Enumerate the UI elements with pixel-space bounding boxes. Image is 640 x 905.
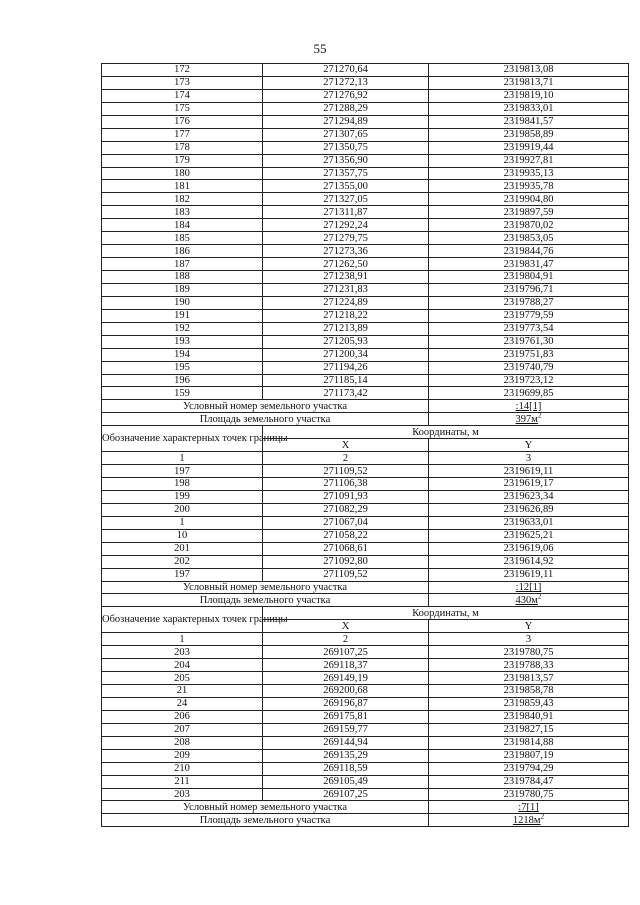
- x-coordinate-cell: 269144,94: [263, 736, 429, 749]
- parcel-area-value: [429, 594, 629, 607]
- y-coordinate-cell: 2319859,43: [429, 697, 629, 710]
- parcel-number-text: :12[1]: [515, 581, 542, 593]
- x-coordinate-cell: 271173,42: [263, 387, 429, 400]
- table-row: [102, 258, 629, 271]
- point-id-cell: 185: [102, 232, 263, 245]
- y-coordinate-cell: 2319904,80: [429, 193, 629, 206]
- point-id-cell: 198: [102, 478, 263, 491]
- x-coordinate-cell: 271311,87: [263, 206, 429, 219]
- x-coordinate-cell: 271272,13: [263, 76, 429, 89]
- x-coordinate-cell: 271213,89: [263, 322, 429, 335]
- x-coordinate-cell: 271292,24: [263, 219, 429, 232]
- y-coordinate-cell: 2319773,54: [429, 322, 629, 335]
- table-row: [102, 723, 629, 736]
- parcel-number-row: [102, 801, 629, 814]
- table-row: [102, 348, 629, 361]
- y-coordinate-cell: 2319788,27: [429, 296, 629, 309]
- point-id-cell: 202: [102, 555, 263, 568]
- y-coordinate-cell: 2319633,01: [429, 516, 629, 529]
- point-id-cell: 206: [102, 710, 263, 723]
- point-id-cell: 197: [102, 568, 263, 581]
- table-row: [102, 736, 629, 749]
- y-coordinate-cell: 2319723,12: [429, 374, 629, 387]
- x-coordinate-cell: 271200,34: [263, 348, 429, 361]
- x-coordinate-cell: 269107,25: [263, 788, 429, 801]
- y-coordinate-cell: 2319935,13: [429, 167, 629, 180]
- point-label-header: Обозначение характерных точек границы: [102, 607, 263, 633]
- parcel-area-value: [429, 814, 629, 827]
- x-column-header: X: [263, 620, 429, 633]
- x-coordinate-cell: 271218,22: [263, 309, 429, 322]
- y-coordinate-cell: 2319796,71: [429, 283, 629, 296]
- point-label-header: Обозначение характерных точек границы: [102, 426, 263, 452]
- point-id-cell: 177: [102, 128, 263, 141]
- table-row: [102, 76, 629, 89]
- point-id-cell: 180: [102, 167, 263, 180]
- coordinates-table: [101, 63, 629, 827]
- point-id-cell: 183: [102, 206, 263, 219]
- point-id-cell: 208: [102, 736, 263, 749]
- point-id-cell: 204: [102, 659, 263, 672]
- y-coordinate-cell: 2319807,19: [429, 749, 629, 762]
- y-coordinate-cell: 2319833,01: [429, 102, 629, 115]
- y-coordinate-cell: 2319813,57: [429, 672, 629, 685]
- x-coordinate-cell: 271224,89: [263, 296, 429, 309]
- point-id-cell: 196: [102, 374, 263, 387]
- parcel-area-text: 1218м: [512, 814, 541, 826]
- table-row: [102, 115, 629, 128]
- x-coordinate-cell: 271273,36: [263, 245, 429, 258]
- y-coordinate-cell: 2319841,57: [429, 115, 629, 128]
- table-row: [102, 335, 629, 348]
- x-coordinate-cell: 271109,52: [263, 568, 429, 581]
- column-number-2: 2: [263, 452, 429, 465]
- parcel-number-label: Условный номер земельного участка: [102, 581, 429, 594]
- y-coordinate-cell: 2319699,85: [429, 387, 629, 400]
- x-coordinate-cell: 271238,91: [263, 271, 429, 284]
- point-id-cell: 182: [102, 193, 263, 206]
- point-id-cell: 194: [102, 348, 263, 361]
- x-coordinate-cell: 271294,89: [263, 115, 429, 128]
- parcel-area-row: [102, 594, 629, 607]
- y-coordinate-cell: 2319619,11: [429, 568, 629, 581]
- y-coordinate-cell: 2319780,75: [429, 646, 629, 659]
- x-coordinate-cell: 271106,38: [263, 478, 429, 491]
- y-coordinate-cell: 2319788,33: [429, 659, 629, 672]
- table-row: [102, 154, 629, 167]
- table-row: [102, 361, 629, 374]
- x-coordinate-cell: 271357,75: [263, 167, 429, 180]
- table-row: [102, 659, 629, 672]
- point-id-cell: 199: [102, 490, 263, 503]
- point-id-cell: 197: [102, 465, 263, 478]
- x-coordinate-cell: 271205,93: [263, 335, 429, 348]
- x-coordinate-cell: 271194,26: [263, 361, 429, 374]
- point-id-cell: 186: [102, 245, 263, 258]
- table-row: [102, 102, 629, 115]
- column-number-3: 3: [429, 452, 629, 465]
- area-unit-exponent: 2: [540, 812, 545, 821]
- x-coordinate-cell: 271350,75: [263, 141, 429, 154]
- x-coordinate-cell: 271276,92: [263, 89, 429, 102]
- table-row: [102, 465, 629, 478]
- x-coordinate-cell: 271058,22: [263, 529, 429, 542]
- parcel-area-text: 397м: [515, 413, 538, 425]
- table-row: [102, 775, 629, 788]
- parcel-number-label: Условный номер земельного участка: [102, 400, 429, 413]
- y-coordinate-cell: 2319626,89: [429, 503, 629, 516]
- point-id-cell: 207: [102, 723, 263, 736]
- table-row: [102, 542, 629, 555]
- column-number-row: [102, 452, 629, 465]
- table-row: [102, 271, 629, 284]
- point-id-cell: 210: [102, 762, 263, 775]
- table-row: [102, 309, 629, 322]
- point-id-cell: 184: [102, 219, 263, 232]
- point-id-cell: 1: [102, 516, 263, 529]
- y-coordinate-cell: 2319625,21: [429, 529, 629, 542]
- table-row: [102, 697, 629, 710]
- table-row: [102, 490, 629, 503]
- y-coordinate-cell: 2319794,29: [429, 762, 629, 775]
- table-row: [102, 128, 629, 141]
- area-unit-exponent: 2: [537, 411, 542, 420]
- y-coordinate-cell: 2319780,75: [429, 788, 629, 801]
- y-coordinate-cell: 2319840,91: [429, 710, 629, 723]
- x-coordinate-cell: 271082,29: [263, 503, 429, 516]
- y-column-header: Y: [429, 620, 629, 633]
- y-coordinate-cell: 2319853,05: [429, 232, 629, 245]
- table-row: [102, 141, 629, 154]
- table-row: [102, 568, 629, 581]
- y-coordinate-cell: 2319870,02: [429, 219, 629, 232]
- x-coordinate-cell: 269118,59: [263, 762, 429, 775]
- x-coordinate-cell: 269135,29: [263, 749, 429, 762]
- x-coordinate-cell: 269175,81: [263, 710, 429, 723]
- table-row: [102, 193, 629, 206]
- point-id-cell: 201: [102, 542, 263, 555]
- table-row: [102, 374, 629, 387]
- column-header-row: [102, 426, 629, 439]
- y-coordinate-cell: 2319614,92: [429, 555, 629, 568]
- table-row: [102, 788, 629, 801]
- area-unit-exponent: 2: [537, 592, 542, 601]
- point-id-cell: 172: [102, 64, 263, 77]
- point-id-cell: 189: [102, 283, 263, 296]
- y-coordinate-cell: 2319619,11: [429, 465, 629, 478]
- table-row: [102, 219, 629, 232]
- point-id-cell: 175: [102, 102, 263, 115]
- table-row: [102, 762, 629, 775]
- point-id-cell: 10: [102, 529, 263, 542]
- y-coordinate-cell: 2319619,06: [429, 542, 629, 555]
- y-coordinate-cell: 2319814,88: [429, 736, 629, 749]
- point-id-cell: 188: [102, 271, 263, 284]
- point-id-cell: 21: [102, 685, 263, 698]
- column-header-row: [102, 607, 629, 620]
- table-row: [102, 503, 629, 516]
- x-coordinate-cell: 269200,68: [263, 685, 429, 698]
- x-coordinate-cell: 269105,49: [263, 775, 429, 788]
- x-coordinate-cell: 271185,14: [263, 374, 429, 387]
- parcel-area-label: Площадь земельного участка: [102, 413, 429, 426]
- column-number-row: [102, 633, 629, 646]
- y-coordinate-cell: 2319858,78: [429, 685, 629, 698]
- point-id-cell: 205: [102, 672, 263, 685]
- y-coordinate-cell: 2319831,47: [429, 258, 629, 271]
- point-id-cell: 209: [102, 749, 263, 762]
- y-coordinate-cell: 2319827,15: [429, 723, 629, 736]
- table-row: [102, 672, 629, 685]
- x-coordinate-cell: 271327,05: [263, 193, 429, 206]
- parcel-number-text: :7[1]: [518, 801, 539, 813]
- y-coordinate-cell: 2319619,17: [429, 478, 629, 491]
- table-row: [102, 232, 629, 245]
- parcel-number-label: Условный номер земельного участка: [102, 801, 429, 814]
- x-coordinate-cell: 271288,29: [263, 102, 429, 115]
- x-coordinate-cell: 271355,00: [263, 180, 429, 193]
- parcel-number-value: [429, 801, 629, 814]
- y-coordinate-cell: 2319804,91: [429, 271, 629, 284]
- y-coordinate-cell: 2319927,81: [429, 154, 629, 167]
- column-number-1: 1: [102, 633, 263, 646]
- table-row: [102, 89, 629, 102]
- point-id-cell: 200: [102, 503, 263, 516]
- parcel-number-value: [429, 581, 629, 594]
- x-coordinate-cell: 271262,50: [263, 258, 429, 271]
- table-row: [102, 646, 629, 659]
- point-id-cell: 195: [102, 361, 263, 374]
- table-row: [102, 245, 629, 258]
- parcel-area-label: Площадь земельного участка: [102, 814, 429, 827]
- point-id-cell: 174: [102, 89, 263, 102]
- x-coordinate-cell: 269149,19: [263, 672, 429, 685]
- table-row: [102, 478, 629, 491]
- point-id-cell: 187: [102, 258, 263, 271]
- x-coordinate-cell: 271091,93: [263, 490, 429, 503]
- x-coordinate-cell: 271356,90: [263, 154, 429, 167]
- parcel-number-row: [102, 400, 629, 413]
- x-coordinate-cell: 271231,83: [263, 283, 429, 296]
- x-coordinate-cell: 269118,37: [263, 659, 429, 672]
- parcel-area-row: [102, 413, 629, 426]
- point-id-cell: 211: [102, 775, 263, 788]
- table-row: [102, 283, 629, 296]
- point-id-cell: 179: [102, 154, 263, 167]
- page-number: 55: [313, 41, 327, 56]
- table-row: [102, 516, 629, 529]
- table-row: [102, 387, 629, 400]
- y-coordinate-cell: 2319858,89: [429, 128, 629, 141]
- y-coordinate-cell: 2319844,76: [429, 245, 629, 258]
- column-number-1: 1: [102, 452, 263, 465]
- table-row: [102, 64, 629, 77]
- table-row: [102, 206, 629, 219]
- point-id-cell: 181: [102, 180, 263, 193]
- y-column-header: Y: [429, 439, 629, 452]
- y-coordinate-cell: 2319897,59: [429, 206, 629, 219]
- y-coordinate-cell: 2319935,78: [429, 180, 629, 193]
- y-coordinate-cell: 2319784,47: [429, 775, 629, 788]
- point-id-cell: 178: [102, 141, 263, 154]
- y-coordinate-cell: 2319813,08: [429, 64, 629, 77]
- x-coordinate-cell: 271270,64: [263, 64, 429, 77]
- point-id-cell: 203: [102, 646, 263, 659]
- point-id-cell: 159: [102, 387, 263, 400]
- point-id-cell: 176: [102, 115, 263, 128]
- y-coordinate-cell: 2319761,30: [429, 335, 629, 348]
- table-row: [102, 555, 629, 568]
- coordinates-header: Координаты, м: [263, 607, 629, 620]
- parcel-area-value: [429, 413, 629, 426]
- y-coordinate-cell: 2319623,34: [429, 490, 629, 503]
- point-id-cell: 193: [102, 335, 263, 348]
- x-column-header: X: [263, 439, 429, 452]
- point-id-cell: 203: [102, 788, 263, 801]
- x-coordinate-cell: 271307,65: [263, 128, 429, 141]
- table-row: [102, 749, 629, 762]
- y-coordinate-cell: 2319813,71: [429, 76, 629, 89]
- y-coordinate-cell: 2319919,44: [429, 141, 629, 154]
- y-coordinate-cell: 2319819,10: [429, 89, 629, 102]
- x-coordinate-cell: 271279,75: [263, 232, 429, 245]
- column-number-3: 3: [429, 633, 629, 646]
- x-coordinate-cell: 271067,04: [263, 516, 429, 529]
- table-row: [102, 685, 629, 698]
- table-row: [102, 296, 629, 309]
- parcel-number-row: [102, 581, 629, 594]
- coordinates-header: Координаты, м: [263, 426, 629, 439]
- x-coordinate-cell: 271109,52: [263, 465, 429, 478]
- point-id-cell: 173: [102, 76, 263, 89]
- x-coordinate-cell: 269159,77: [263, 723, 429, 736]
- table-row: [102, 710, 629, 723]
- table-row: [102, 167, 629, 180]
- y-coordinate-cell: 2319740,79: [429, 361, 629, 374]
- parcel-number-value: [429, 400, 629, 413]
- point-id-cell: 190: [102, 296, 263, 309]
- x-coordinate-cell: 269107,25: [263, 646, 429, 659]
- table-row: [102, 180, 629, 193]
- x-coordinate-cell: 271068,61: [263, 542, 429, 555]
- column-number-2: 2: [263, 633, 429, 646]
- parcel-area-text: 430м: [515, 594, 538, 606]
- table-row: [102, 529, 629, 542]
- parcel-number-text: :14[1]: [515, 400, 542, 412]
- x-coordinate-cell: 269196,87: [263, 697, 429, 710]
- point-id-cell: 192: [102, 322, 263, 335]
- point-id-cell: 24: [102, 697, 263, 710]
- table-row: [102, 322, 629, 335]
- point-id-cell: 191: [102, 309, 263, 322]
- parcel-area-label: Площадь земельного участка: [102, 594, 429, 607]
- y-coordinate-cell: 2319779,59: [429, 309, 629, 322]
- parcel-area-row: [102, 814, 629, 827]
- y-coordinate-cell: 2319751,83: [429, 348, 629, 361]
- x-coordinate-cell: 271092,80: [263, 555, 429, 568]
